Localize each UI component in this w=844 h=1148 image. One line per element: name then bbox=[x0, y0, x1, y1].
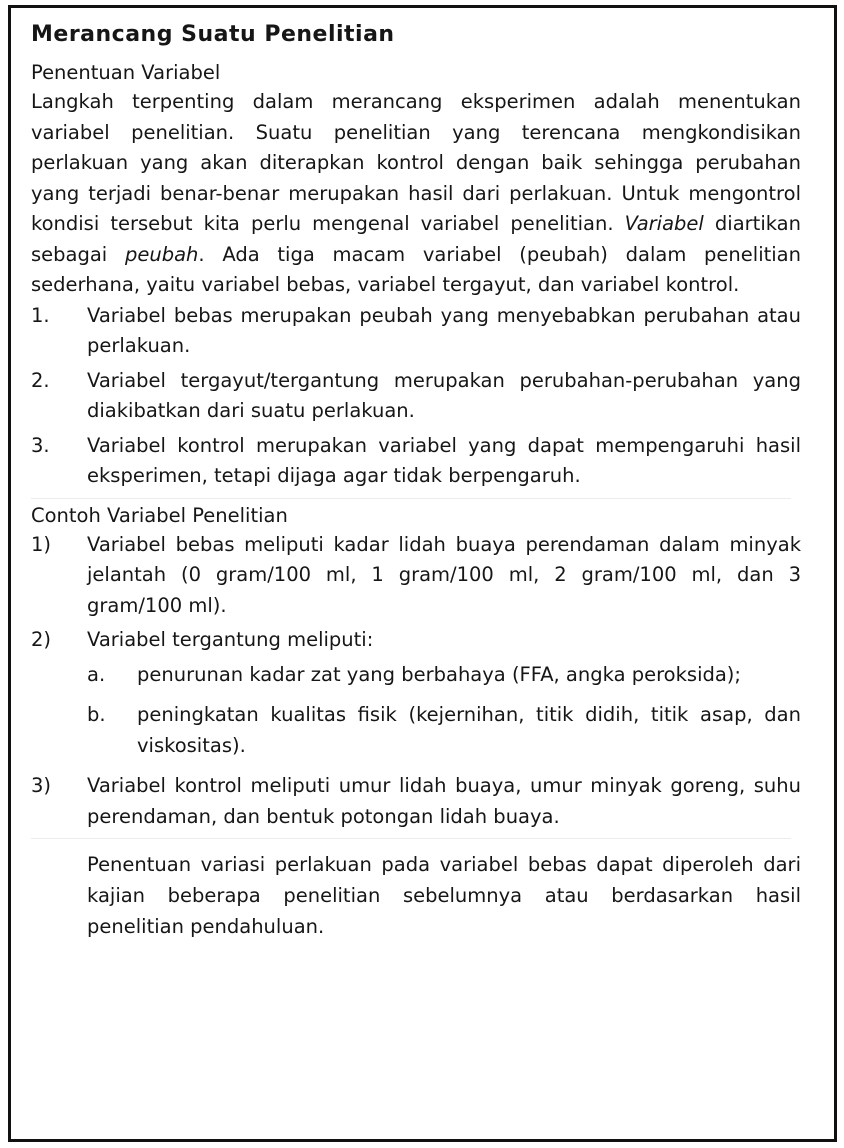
list-marker: 1. bbox=[31, 303, 50, 327]
intro-text-mid: diartikan sebagai bbox=[31, 212, 801, 266]
intro-text-after: . Ada tiga macam variabel (peubah) dalam penelitian sederhana, yaitu variabel bebas, variabel tergayut, dan variabel kontrol. bbox=[31, 242, 801, 296]
list-item-text: Variabel bebas merupakan peubah yang menyebabkan perubahan atau perlakuan. bbox=[87, 303, 801, 357]
section-divider bbox=[31, 838, 791, 839]
list-item-text: Variabel tergantung meliputi: bbox=[87, 628, 374, 651]
term-variabel: Variabel bbox=[624, 212, 704, 235]
list-marker: 2. bbox=[31, 368, 50, 392]
intro-text-before: Langkah terpenting dalam merancang eksperimen adalah menentukan variabel penelitian. Suatu penelitian yang terencana mengkondisikan perlakuan yang akan diterapkan kontrol dengan baik sehingga perubahan yang terjadi benar-benar merupakan hasil dari perlakuan. Untuk mengontrol kondisi tersebut kita perlu mengenal variabel penelitian. bbox=[31, 90, 801, 235]
list-item bbox=[31, 625, 801, 761]
sublist-marker: b. bbox=[87, 703, 106, 726]
example-variable-list bbox=[31, 530, 801, 833]
sublist-item bbox=[87, 660, 801, 691]
list-marker: 2) bbox=[31, 628, 52, 651]
sublist-marker: a. bbox=[87, 662, 106, 686]
list-item-text: Variabel kontrol meliputi umur lidah buaya, umur minyak goreng, suhu perendaman, dan bentuk potongan lidah buaya. bbox=[87, 774, 801, 828]
page-title: Merancang Suatu Penelitian bbox=[31, 22, 395, 47]
dependent-variable-sublist bbox=[87, 660, 801, 762]
sublist-item-text: peningkatan kualitas fisik (kejernihan, titik didih, titik asap, dan viskositas). bbox=[137, 703, 801, 757]
term-peubah: peubah bbox=[124, 242, 199, 266]
variable-type-list bbox=[31, 301, 801, 492]
list-item bbox=[31, 530, 801, 622]
note-paragraph: Penentuan variasi perlakuan pada variabel bebas dapat diperoleh dari kajian beberapa penelitian sebelumnya atau berdasarkan hasil penelitian pendahuluan. bbox=[87, 853, 801, 938]
list-item-text: Variabel kontrol merupakan variabel yang dapat mempengaruhi hasil eksperimen, tetapi dijaga agar tidak berpengaruh. bbox=[87, 433, 801, 487]
list-marker: 3. bbox=[31, 433, 50, 457]
list-item-text: Variabel tergayut/tergantung merupakan perubahan-perubahan yang diakibatkan dari suatu perlakuan. bbox=[87, 368, 801, 422]
sublist-item-text: penurunan kadar zat yang berbahaya (FFA, angka peroksida); bbox=[137, 662, 741, 686]
document-content bbox=[31, 16, 801, 962]
document-frame bbox=[8, 5, 837, 1142]
list-marker: 3) bbox=[31, 774, 52, 797]
list-item bbox=[31, 301, 801, 362]
section-divider bbox=[31, 498, 791, 499]
list-item-text: Variabel bebas meliputi kadar lidah buaya perendaman dalam minyak jelantah (0 gram/100 ml, 1 gram/100 ml, 2 gram/100 ml, dan 3 gram/100 ml). bbox=[87, 532, 801, 617]
sublist-item bbox=[87, 700, 801, 761]
list-item bbox=[31, 431, 801, 492]
section-heading-penentuan-variabel: Penentuan Variabel bbox=[31, 61, 221, 84]
section-heading-contoh-variabel: Contoh Variabel Penelitian bbox=[31, 503, 288, 527]
list-item bbox=[31, 771, 801, 832]
list-marker: 1) bbox=[31, 532, 52, 556]
list-item bbox=[31, 366, 801, 427]
intro-paragraph bbox=[31, 87, 801, 301]
